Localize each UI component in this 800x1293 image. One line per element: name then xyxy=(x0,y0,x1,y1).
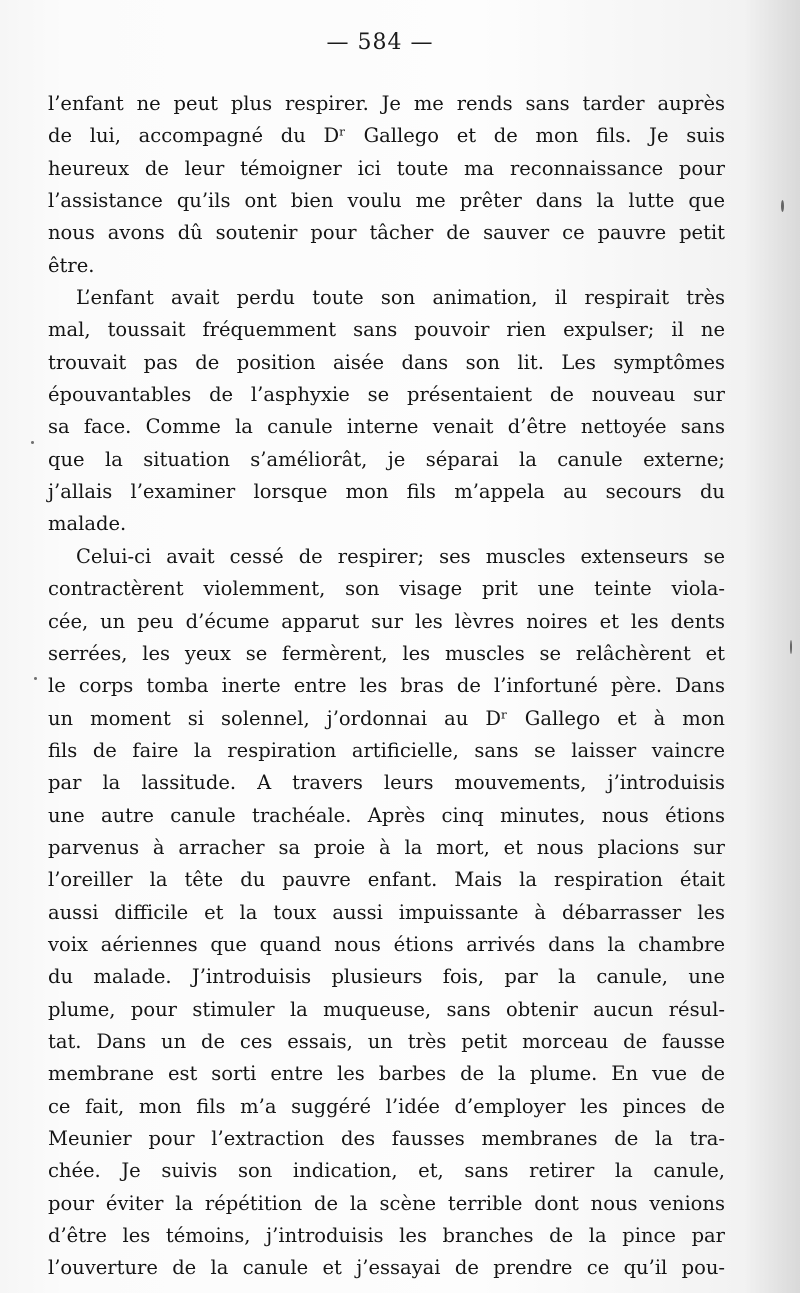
text-line: cée, un peu d’écume apparut sur les lèvres noires et les dents xyxy=(48,609,725,633)
text-line: l’assistance qu’ils ont bien voulu me prêter dans la lutte que xyxy=(48,189,725,213)
ink-mark xyxy=(790,640,792,654)
text-line: que la situation s’améliorât, je séparai la canule externe; xyxy=(48,447,725,471)
text-line: nous avons dû soutenir pour tâcher de sauver ce pauvre petit xyxy=(48,221,725,245)
text-line: contractèrent violemment, son visage prit une teinte viola- xyxy=(48,577,725,601)
text-line: j’allais l’examiner lorsque mon fils m’appela au secours du xyxy=(48,480,725,504)
text-line: être. xyxy=(48,253,95,277)
text-line: l’ouverture de la canule et j’essayai de prendre ce qu’il pou- xyxy=(48,1256,725,1280)
text-line: épouvantables de l’asphyxie se présentaient de nouveau sur xyxy=(48,383,725,407)
text-line: sa face. Comme la canule interne venait d’être nettoyée sans xyxy=(48,415,725,439)
text-line: du malade. J’introduisis plusieurs fois, par la canule, une xyxy=(48,965,725,989)
paragraph xyxy=(48,282,725,541)
text-line: tat. Dans un de ces essais, un très petit morceau de fausse xyxy=(48,1029,725,1053)
text-line: ce fait, mon fils m’a suggéré l’idée d’employer les pinces de xyxy=(48,1094,725,1118)
text-line: malade. xyxy=(48,512,127,536)
text-line: pour éviter la répétition de la scène terrible dont nous venions xyxy=(48,1191,725,1215)
page-number: — 584 — xyxy=(326,30,434,55)
text-line: aussi difficile et la toux aussi impuissante à débarrasser les xyxy=(48,900,725,924)
ink-mark xyxy=(31,441,34,444)
text-line: L’enfant avait perdu toute son animation, il respirait très xyxy=(76,286,725,310)
text-line: une autre canule trachéale. Après cinq minutes, nous étions xyxy=(48,803,725,827)
paragraph xyxy=(48,88,725,282)
text-line: fils de faire la respiration artificielle, sans se laisser vaincre xyxy=(48,738,725,762)
text-line: Meunier pour l’extraction des fausses membranes de la tra- xyxy=(48,1127,725,1150)
ink-mark xyxy=(34,677,37,680)
text-line: mal, toussait fréquemment sans pouvoir rien expulser; il ne xyxy=(48,318,725,342)
text-line: serrées, les yeux se fermèrent, les muscles se relâchèrent et xyxy=(48,641,725,665)
text-line: chée. Je suivis son indication, et, sans retirer la canule, xyxy=(48,1159,725,1183)
text-line: Celui-ci avait cessé de respirer; ses muscles extenseurs se xyxy=(76,544,725,568)
ink-mark xyxy=(781,200,784,212)
text-line: par la lassitude. A travers leurs mouvements, j’introduisis xyxy=(48,771,725,795)
text-line: heureux de leur témoigner ici toute ma reconnaissance pour xyxy=(48,156,725,180)
text-line: parvenus à arracher sa proie à la mort, et nous placions sur xyxy=(48,835,725,859)
text-line: un moment si solennel, j’ordonnai au Dʳ Gallego et à mon xyxy=(48,706,725,730)
paragraph xyxy=(48,541,725,1285)
text-line: le corps tomba inerte entre les bras de l’infortuné père. Dans xyxy=(48,674,725,698)
text-line: l’oreiller la tête du pauvre enfant. Mais la respiration était xyxy=(48,868,725,892)
text-line: trouvait pas de position aisée dans son lit. Les symptômes xyxy=(48,350,725,374)
text-line: membrane est sorti entre les barbes de la plume. En vue de xyxy=(48,1062,725,1086)
text-line: d’être les témoins, j’introduisis les branches de la pince par xyxy=(48,1224,725,1248)
text-line: plume, pour stimuler la muqueuse, sans obtenir aucun résul- xyxy=(48,997,725,1021)
text-line: voix aériennes que quand nous étions arrivés dans la chambre xyxy=(48,932,725,956)
text-line: l’enfant ne peut plus respirer. Je me rends sans tarder auprès xyxy=(48,92,725,115)
text-line: de lui, accompagné du Dʳ Gallego et de mon fils. Je suis xyxy=(48,124,725,148)
body-text xyxy=(48,88,725,1285)
